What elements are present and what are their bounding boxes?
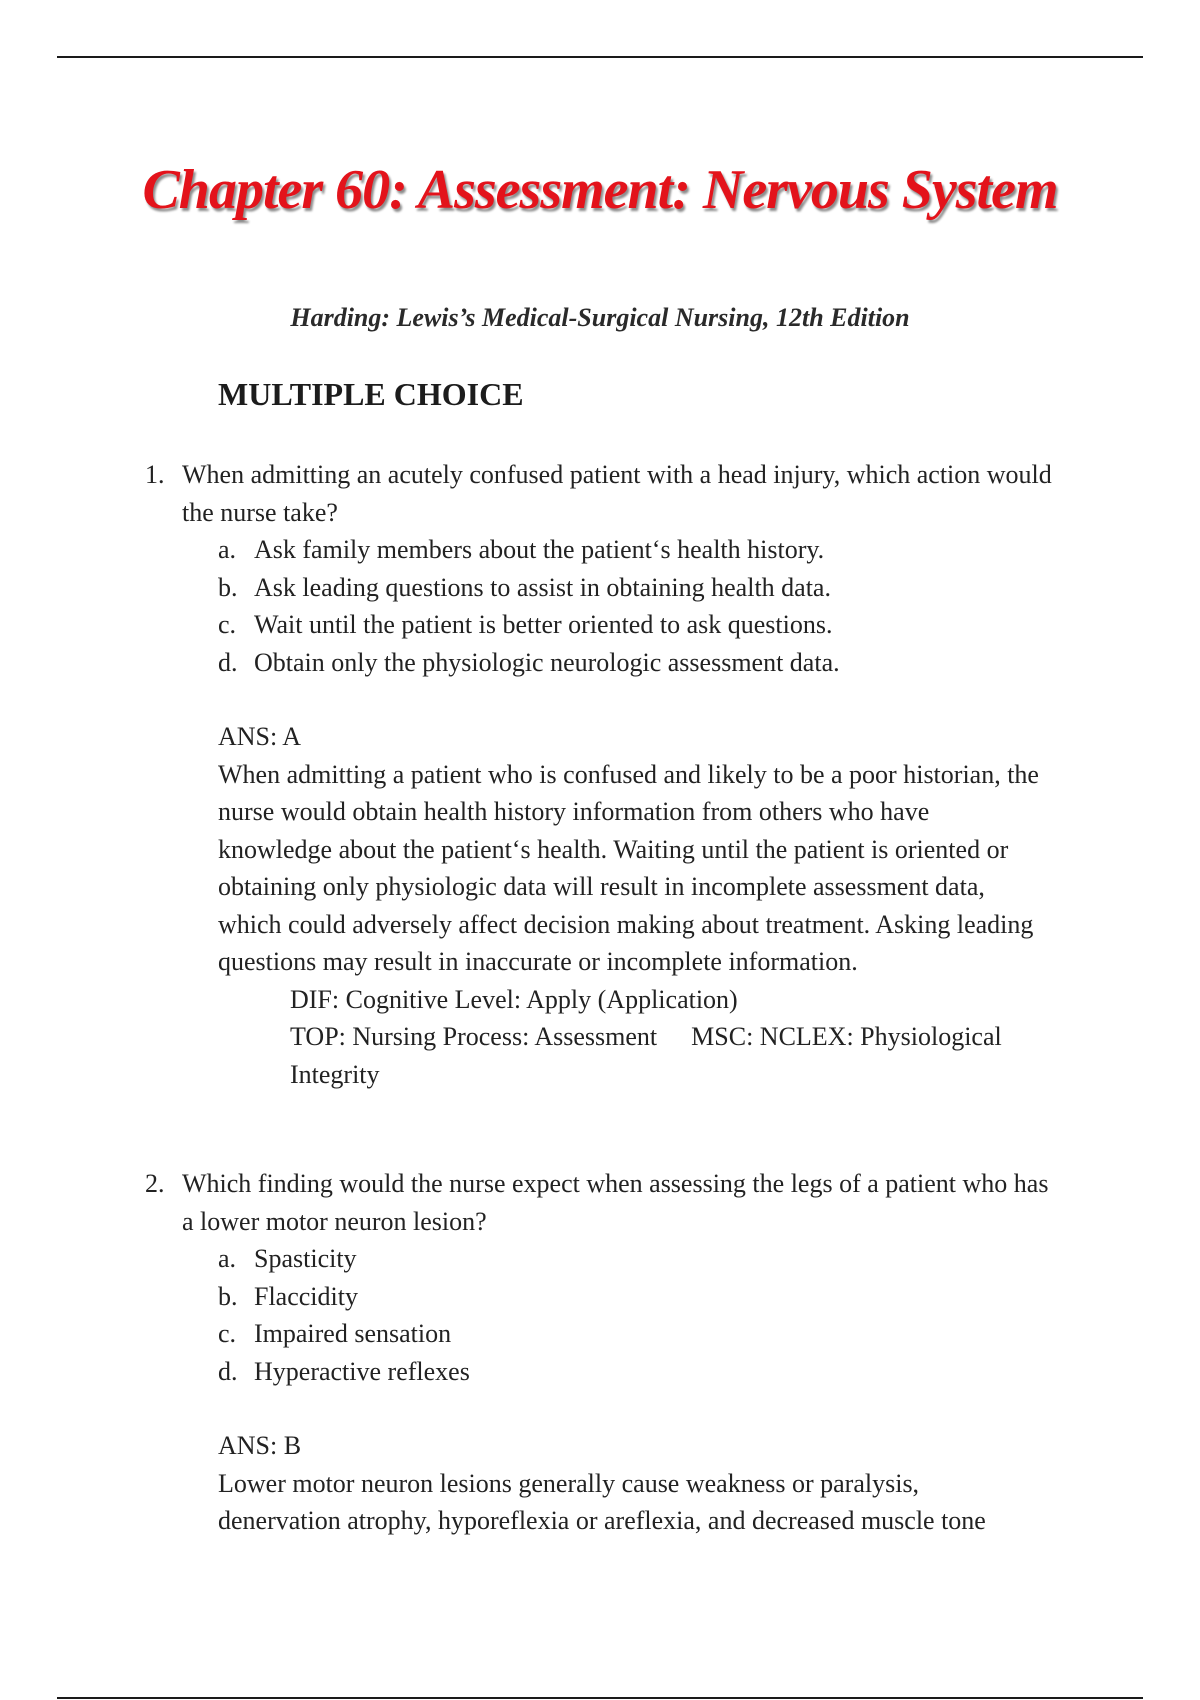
- option-d: [218, 644, 1065, 682]
- option-a: [218, 1240, 1065, 1278]
- option-letter: a.: [218, 1244, 237, 1273]
- difficulty-level: DIF: Cognitive Level: Apply (Application): [290, 984, 738, 1014]
- answer-rationale: Lower motor neuron lesions generally cause weakness or paralysis, denervation atrophy, hyporeflexia or areflexia, and decreased muscle tone: [218, 1468, 986, 1535]
- section-heading: MULTIPLE CHOICE: [218, 376, 524, 412]
- topic: TOP: Nursing Process: Assessment: [290, 1022, 658, 1051]
- bottom-rule: [57, 1697, 1143, 1699]
- option-text: Ask leading questions to assist in obtaining health data.: [254, 572, 831, 602]
- answer-block: [145, 718, 1046, 1093]
- question-1: [145, 456, 1065, 1093]
- question-text: When admitting an acutely confused patient with a head injury, which action would the nurse take?: [182, 460, 1052, 527]
- option-text: Ask family members about the patient‘s health history.: [254, 535, 825, 564]
- option-text: Flaccidity: [254, 1281, 358, 1311]
- option-list: [145, 1240, 1065, 1390]
- option-text: Wait until the patient is better oriented to ask questions.: [254, 610, 833, 639]
- option-list: [145, 531, 1065, 681]
- option-letter: b.: [218, 1281, 238, 1311]
- option-text: Spasticity: [254, 1244, 357, 1273]
- question-number: 1.: [145, 460, 165, 489]
- option-letter: a.: [218, 535, 237, 564]
- question-stem: [145, 456, 1065, 531]
- answer-rationale: When admitting a patient who is confused and likely to be a poor historian, the nurse would obtain health history information from others who have knowledge about the patient‘s health. Waiting until the patient is oriented or obtaining only physiologic data will result in incomplete assessment data, which could adversely affect decision making about treatment. Asking leading questions may result in inaccurate or incomplete information.: [218, 759, 1039, 976]
- option-text: Obtain only the physiologic neurologic assessment data.: [254, 647, 840, 677]
- answer-key: ANS: A: [218, 722, 302, 751]
- option-b: [218, 1278, 1065, 1316]
- option-letter: c.: [218, 610, 237, 639]
- option-letter: d.: [218, 647, 238, 677]
- top-rule: [57, 56, 1143, 58]
- question-2: [145, 1165, 1065, 1540]
- option-a: [218, 531, 1065, 569]
- question-metadata: [218, 981, 1010, 1094]
- option-text: Hyperactive reflexes: [254, 1356, 470, 1386]
- option-d: [218, 1353, 1065, 1391]
- option-c: [218, 606, 1065, 644]
- answer-key: ANS: B: [218, 1431, 302, 1460]
- question-stem: [145, 1165, 1065, 1240]
- document-subtitle: Harding: Lewis’s Medical-Surgical Nursing, 12th Edition: [290, 303, 910, 332]
- question-number: 2.: [145, 1169, 165, 1198]
- option-b: [218, 569, 1065, 607]
- option-letter: d.: [218, 1356, 238, 1386]
- msc-category: MSC: NCLEX: Physiological Integrity: [290, 1022, 1002, 1089]
- option-letter: b.: [218, 572, 238, 602]
- answer-block: [145, 1427, 1046, 1540]
- question-text: Which finding would the nurse expect when assessing the legs of a patient who has a lower motor neuron lesion?: [182, 1169, 1049, 1236]
- document-title: Chapter 60: Assessment: Nervous System: [142, 159, 1058, 221]
- option-letter: c.: [218, 1319, 237, 1348]
- option-text: Impaired sensation: [254, 1319, 452, 1348]
- option-c: [218, 1315, 1065, 1353]
